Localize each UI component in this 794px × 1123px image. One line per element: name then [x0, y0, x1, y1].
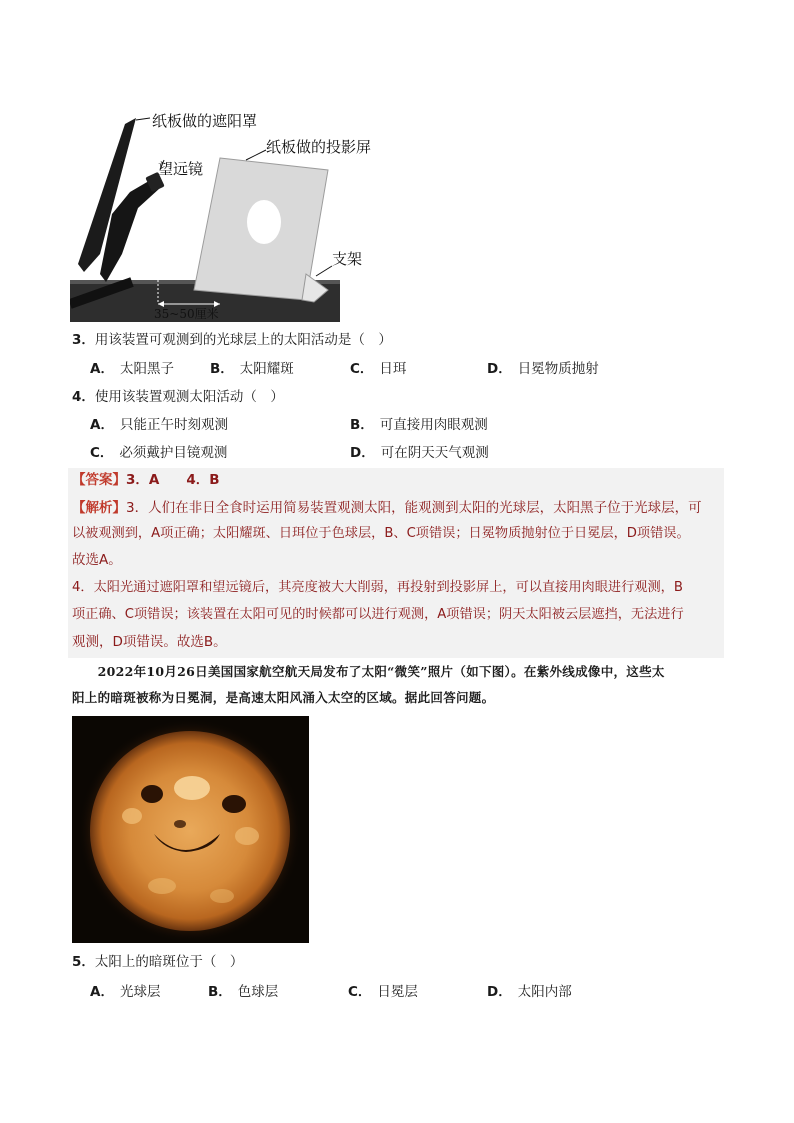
- question-3: [72, 330, 392, 350]
- question-4-number: 4．: [72, 389, 95, 405]
- passage-line-1: 2022年10月26日美国国家航空航天局发布了太阳“微笑”照片（如下图）。在紫外线成像中，这些太: [72, 664, 665, 679]
- answer-analysis-box: [68, 468, 724, 658]
- q5-option-b[interactable]: B． 色球层: [208, 984, 279, 1000]
- coronal-hole-right: [222, 795, 246, 813]
- sun-smile-photo: [72, 716, 309, 943]
- label-projection-screen: 纸板做的投影屏: [266, 138, 372, 156]
- question-5: [72, 952, 243, 972]
- label-sun-shade: 纸板做的遮阳罩: [152, 112, 258, 130]
- question-5-text: 太阳上的暗斑位于（ ）: [94, 954, 244, 970]
- apparatus-illustration: [70, 104, 400, 322]
- answer-tag: 【答案】: [72, 472, 126, 488]
- question-5-number: 5．: [72, 954, 95, 970]
- q5-option-d[interactable]: D． 太阳内部: [487, 984, 572, 1000]
- projected-sun-image: [247, 200, 281, 244]
- telescope-projection-figure: [70, 104, 400, 322]
- analysis-line-6: 观测，D项错误。故选B。: [72, 634, 227, 650]
- analysis-tag: 【解析】: [72, 500, 126, 516]
- q3-option-c[interactable]: C． 日珥: [350, 361, 407, 377]
- analysis-line-3: 故选A。: [72, 552, 122, 568]
- analysis-line-4: 4．太阳光通过遮阳罩和望远镜后，其亮度被大大削弱，再投射到投影屏上，可以直接用肉眼进行观测，B: [72, 580, 683, 595]
- question-3-number: 3．: [72, 332, 95, 348]
- label-telescope: 望远镜: [158, 160, 204, 178]
- label-distance: 35~50厘米: [154, 307, 219, 321]
- question-4: [72, 387, 284, 407]
- sun-uv-image: [72, 716, 309, 943]
- sun-disk: [90, 731, 290, 931]
- q5-option-a[interactable]: A． 光球层: [90, 984, 161, 1000]
- q3-option-b[interactable]: B． 太阳耀斑: [210, 361, 294, 377]
- q3-option-d[interactable]: D． 日冕物质抛射: [487, 361, 599, 377]
- answer-line: [72, 470, 220, 490]
- q4-option-d[interactable]: D． 可在阴天天气观测: [350, 445, 489, 461]
- q4-option-c[interactable]: C． 必须戴护目镜观测: [90, 445, 228, 461]
- q3-option-a[interactable]: A． 太阳黑子: [90, 361, 174, 377]
- analysis-line-5: 项正确、C项错误；该装置在太阳可见的时候都可以进行观测，A项错误；阴天太阳被云层遮挡，无法进行: [72, 607, 684, 622]
- q4-option-a[interactable]: A． 只能正午时刻观测: [90, 417, 228, 433]
- passage-line-2: 阳上的暗斑被称为日冕洞，是高速太阳风涌入太空的区域。据此回答问题。: [72, 690, 495, 705]
- q5-option-c[interactable]: C． 日冕层: [348, 984, 418, 1000]
- question-4-text: 使用该装置观测太阳活动（ ）: [94, 389, 284, 405]
- coronal-hole-left: [141, 785, 163, 803]
- analysis-line-2: 以被观测到，A项正确；太阳耀斑、日珥位于色球层，B、C项错误；日冕物质抛射位于日冕层，D项错误。: [72, 526, 690, 541]
- answer-text: 3．A 4．B: [126, 472, 220, 488]
- q4-option-b[interactable]: B． 可直接用肉眼观测: [350, 417, 488, 433]
- label-stand: 支架: [332, 250, 363, 268]
- analysis-line-1: 【解析】3．人们在非日全食时运用简易装置观测太阳，能观测到太阳的光球层，太阳黑子位于光球层，可: [72, 500, 702, 516]
- question-3-text: 用该装置可观测到的光球层上的太阳活动是（ ）: [94, 332, 392, 348]
